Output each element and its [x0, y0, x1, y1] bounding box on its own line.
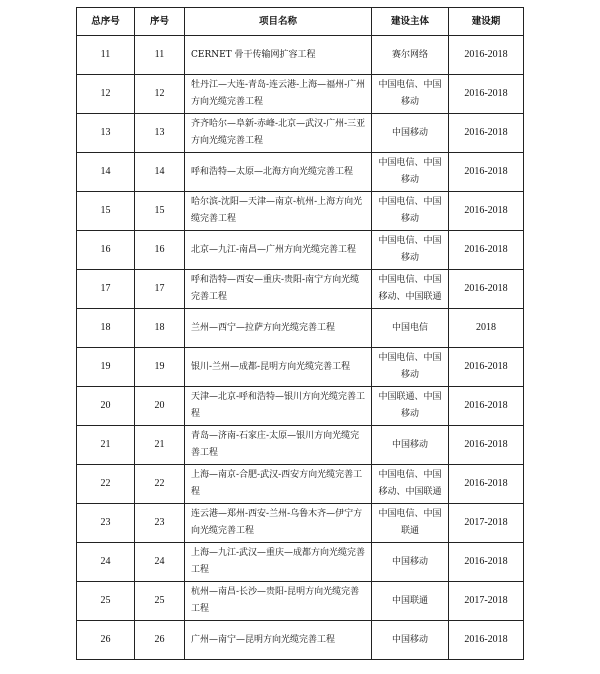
cell-project-name: 杭州—南昌-长沙—贵阳-昆明方向光缆完善工程 [185, 582, 372, 621]
cell-builder: 中国联通 [372, 582, 449, 621]
cell-total-no: 12 [77, 75, 135, 114]
cell-total-no: 24 [77, 543, 135, 582]
cell-total-no: 11 [77, 36, 135, 75]
cell-period: 2016-2018 [449, 465, 524, 504]
cell-builder: 中国移动 [372, 426, 449, 465]
cell-builder: 中国电信、中国移动 [372, 153, 449, 192]
cell-project-name: 广州—南宁—昆明方向光缆完善工程 [185, 621, 372, 660]
cell-builder: 中国电信、中国移动 [372, 348, 449, 387]
cell-period: 2016-2018 [449, 348, 524, 387]
cell-builder: 中国联通、中国移动 [372, 387, 449, 426]
header-total-no: 总序号 [77, 8, 135, 36]
cell-project-name: 牡丹江—大连-青岛-连云港-上海—福州-广州方向光缆完善工程 [185, 75, 372, 114]
cell-project-name: 齐齐哈尔—阜新-赤峰-北京—武汉-广州-三亚方向光缆完善工程 [185, 114, 372, 153]
header-period: 建设期 [449, 8, 524, 36]
cell-project-name: 哈尔滨-沈阳—天津—南京-杭州-上海方向光缆完善工程 [185, 192, 372, 231]
cell-period: 2016-2018 [449, 387, 524, 426]
cell-total-no: 26 [77, 621, 135, 660]
cell-no: 17 [135, 270, 185, 309]
table-row [77, 309, 524, 348]
cell-project-name: CERNET 骨干传输网扩容工程 [185, 36, 372, 75]
cell-period: 2016-2018 [449, 75, 524, 114]
cell-no: 15 [135, 192, 185, 231]
cell-builder: 赛尔网络 [372, 36, 449, 75]
cell-no: 20 [135, 387, 185, 426]
cell-project-name: 银川-兰州—成都-昆明方向光缆完善工程 [185, 348, 372, 387]
cell-no: 14 [135, 153, 185, 192]
cell-total-no: 25 [77, 582, 135, 621]
cell-period: 2017-2018 [449, 504, 524, 543]
table-row [77, 426, 524, 465]
cell-no: 25 [135, 582, 185, 621]
header-builder: 建设主体 [372, 8, 449, 36]
cell-period: 2016-2018 [449, 426, 524, 465]
cell-period: 2016-2018 [449, 543, 524, 582]
table-row [77, 231, 524, 270]
cell-builder: 中国移动 [372, 543, 449, 582]
table-row [77, 504, 524, 543]
cell-period: 2016-2018 [449, 231, 524, 270]
cell-no: 18 [135, 309, 185, 348]
cell-project-name: 上海—九江-武汉—重庆—成都方向光缆完善工程 [185, 543, 372, 582]
table-row [77, 387, 524, 426]
cell-period: 2016-2018 [449, 114, 524, 153]
cell-project-name: 兰州—西宁—拉萨方向光缆完善工程 [185, 309, 372, 348]
cell-builder: 中国电信、中国移动 [372, 192, 449, 231]
cell-project-name: 上海—南京-合肥-武汉-西安方向光缆完善工程 [185, 465, 372, 504]
cell-no: 26 [135, 621, 185, 660]
cell-no: 11 [135, 36, 185, 75]
cell-no: 16 [135, 231, 185, 270]
table-row [77, 621, 524, 660]
table-row [77, 582, 524, 621]
cell-total-no: 17 [77, 270, 135, 309]
table-row [77, 348, 524, 387]
cell-total-no: 14 [77, 153, 135, 192]
cell-no: 21 [135, 426, 185, 465]
cell-total-no: 21 [77, 426, 135, 465]
cell-period: 2017-2018 [449, 582, 524, 621]
cell-total-no: 20 [77, 387, 135, 426]
table-row [77, 153, 524, 192]
cell-total-no: 16 [77, 231, 135, 270]
cell-builder: 中国移动 [372, 114, 449, 153]
cell-no: 24 [135, 543, 185, 582]
cell-total-no: 13 [77, 114, 135, 153]
cell-period: 2016-2018 [449, 621, 524, 660]
cell-total-no: 19 [77, 348, 135, 387]
table-row [77, 270, 524, 309]
cell-project-name: 青岛—济南-石家庄-太原—银川方向光缆完善工程 [185, 426, 372, 465]
cell-no: 19 [135, 348, 185, 387]
cell-period: 2018 [449, 309, 524, 348]
cell-total-no: 22 [77, 465, 135, 504]
cell-builder: 中国电信、中国移动、中国联通 [372, 270, 449, 309]
cell-period: 2016-2018 [449, 270, 524, 309]
header-no: 序号 [135, 8, 185, 36]
header-project-name: 项目名称 [185, 8, 372, 36]
table-row [77, 36, 524, 75]
table-body [77, 36, 524, 660]
cell-total-no: 15 [77, 192, 135, 231]
cell-period: 2016-2018 [449, 153, 524, 192]
cell-project-name: 北京—九江-南昌—广州方向光缆完善工程 [185, 231, 372, 270]
cell-builder: 中国电信、中国移动 [372, 231, 449, 270]
table-row [77, 465, 524, 504]
cell-no: 12 [135, 75, 185, 114]
cell-builder: 中国电信、中国移动 [372, 75, 449, 114]
cell-no: 22 [135, 465, 185, 504]
cell-project-name: 天津—北京-呼和浩特—银川方向光缆完善工程 [185, 387, 372, 426]
cell-project-name: 连云港—郑州-西安-兰州-乌鲁木齐—伊宁方向光缆完善工程 [185, 504, 372, 543]
project-table [76, 7, 524, 660]
cell-period: 2016-2018 [449, 36, 524, 75]
cell-builder: 中国电信、中国联通 [372, 504, 449, 543]
cell-project-name: 呼和浩特—太原—北海方向光缆完善工程 [185, 153, 372, 192]
table-row [77, 543, 524, 582]
cell-builder: 中国电信、中国移动、中国联通 [372, 465, 449, 504]
cell-total-no: 23 [77, 504, 135, 543]
table-row [77, 75, 524, 114]
table-header-row [77, 8, 524, 36]
cell-no: 13 [135, 114, 185, 153]
cell-builder: 中国移动 [372, 621, 449, 660]
table-row [77, 114, 524, 153]
cell-project-name: 呼和浩特—西安—重庆-贵阳-南宁方向光缆完善工程 [185, 270, 372, 309]
cell-builder: 中国电信 [372, 309, 449, 348]
table-row [77, 192, 524, 231]
cell-no: 23 [135, 504, 185, 543]
cell-period: 2016-2018 [449, 192, 524, 231]
cell-total-no: 18 [77, 309, 135, 348]
